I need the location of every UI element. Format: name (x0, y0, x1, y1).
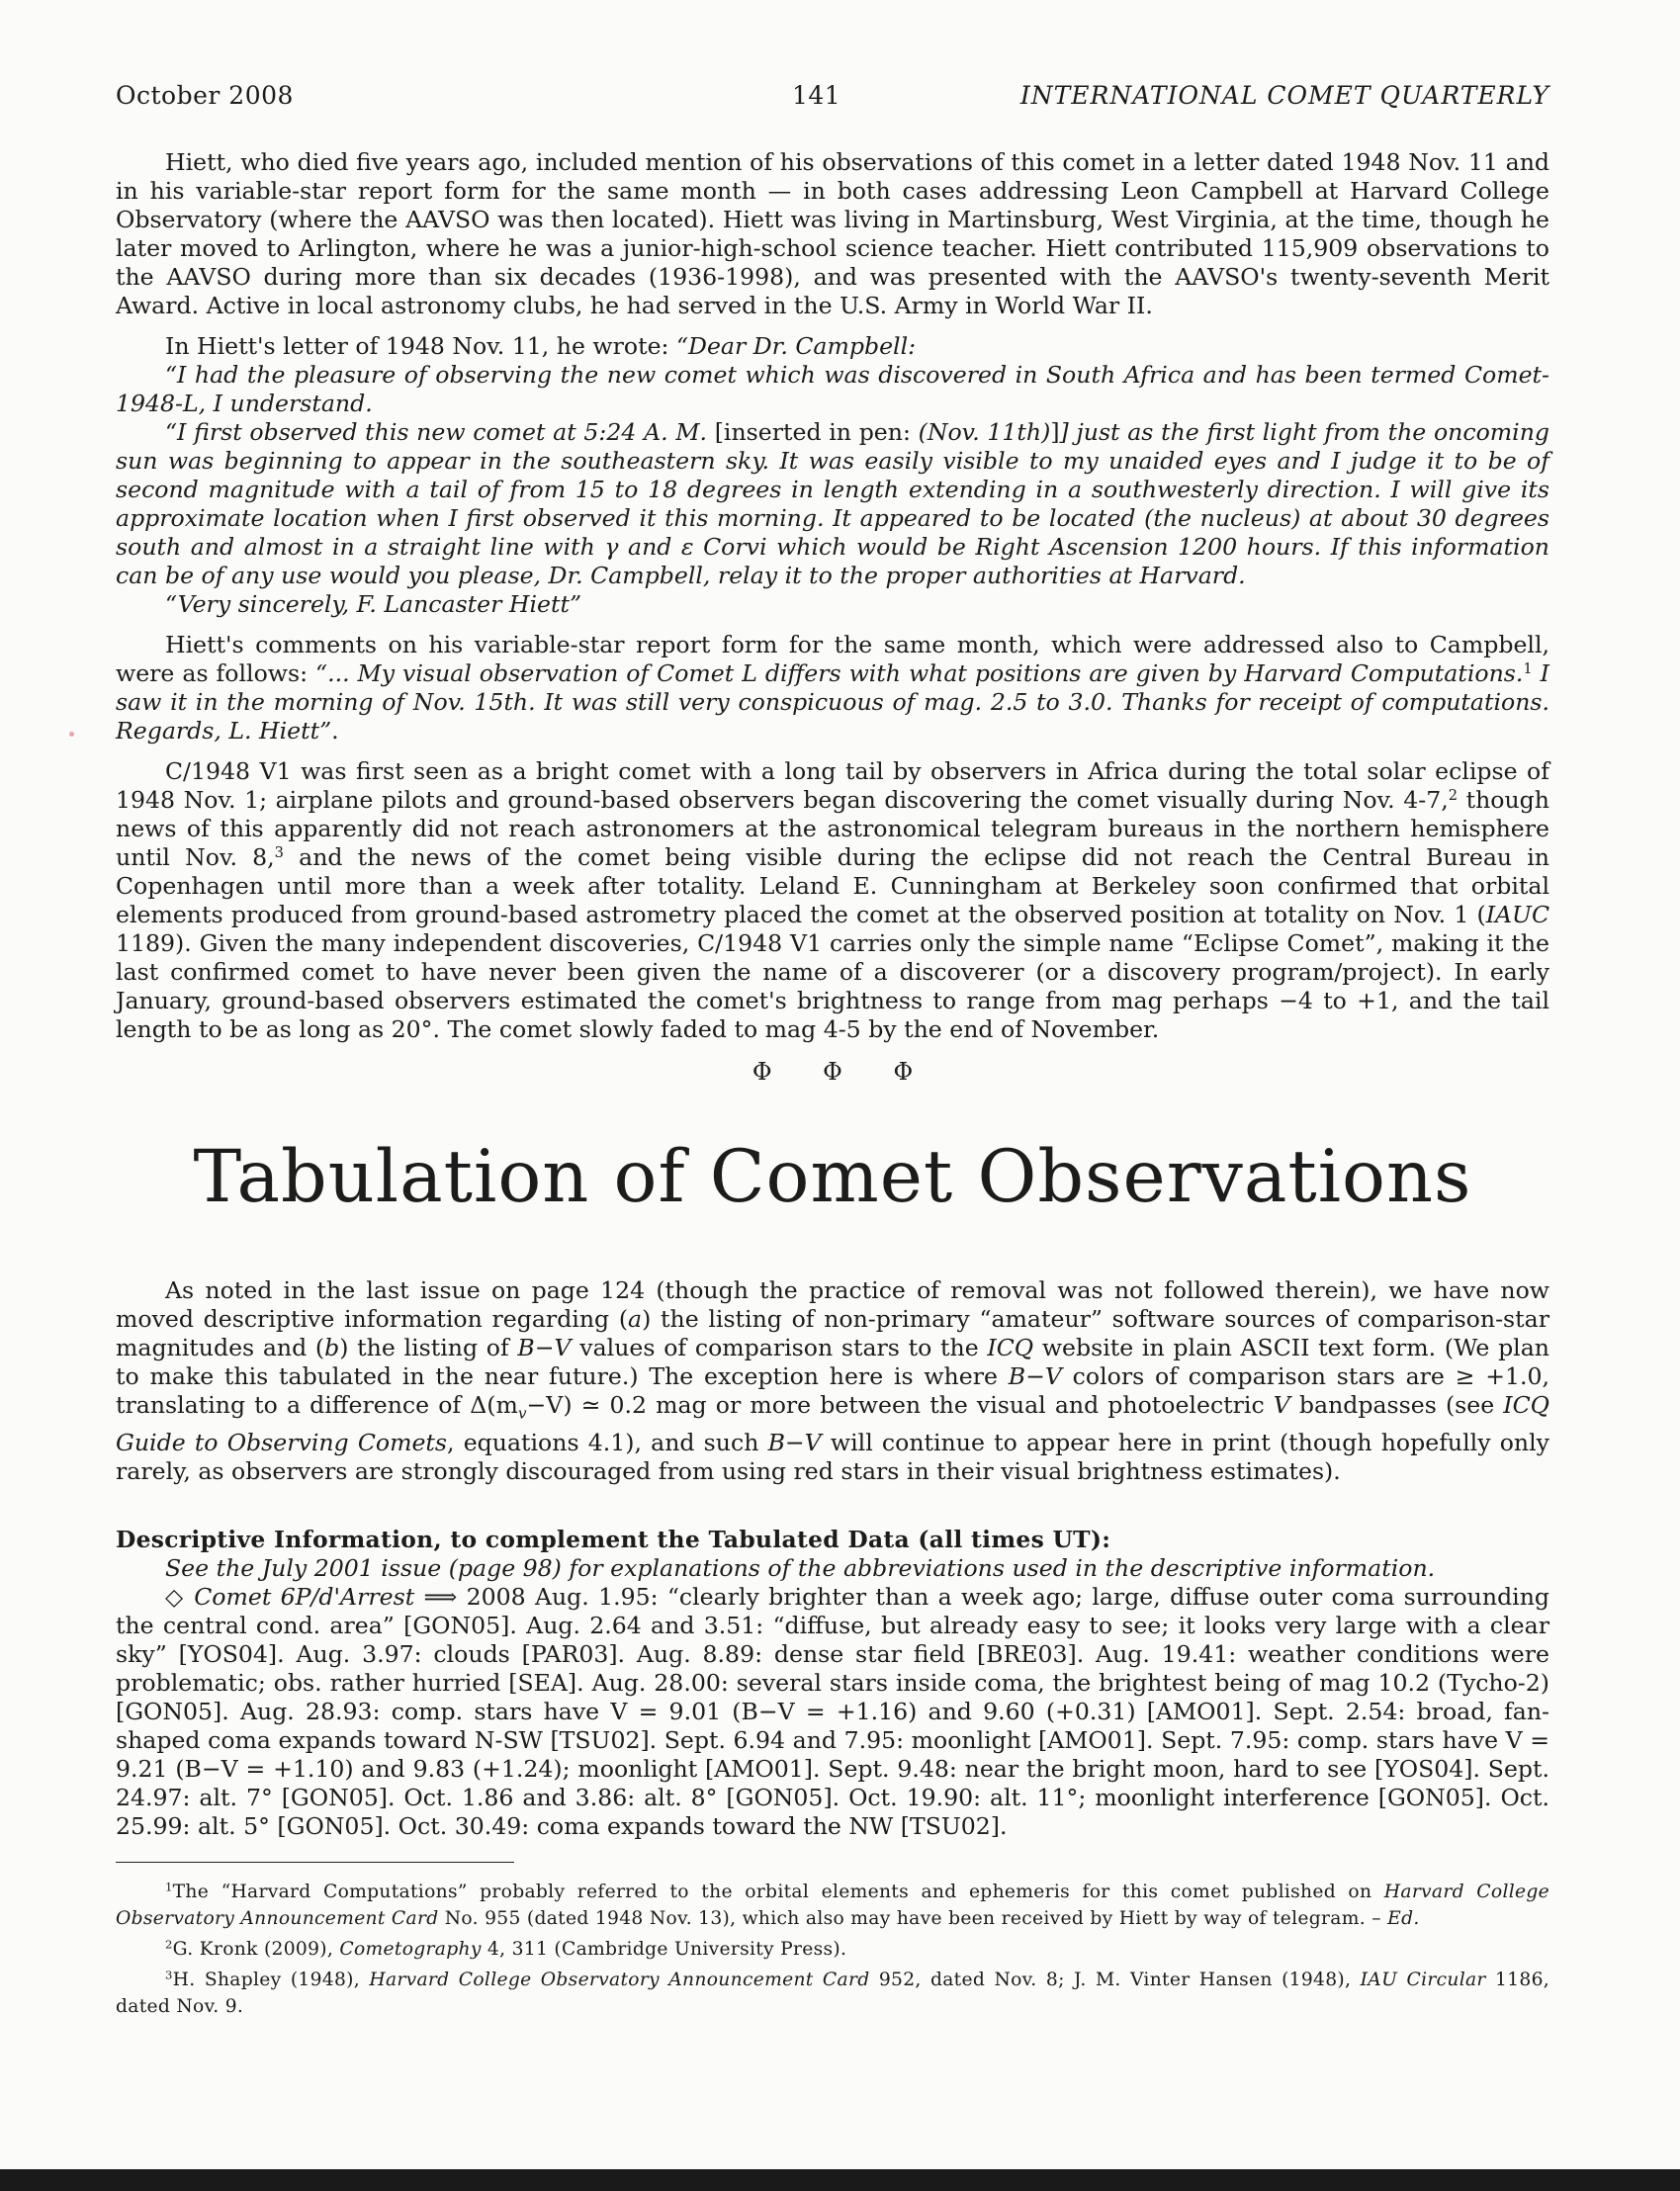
page-number: 141 (792, 81, 841, 110)
quote-paragraph-1: “I had the pleasure of observing the new comet which was discovered in South Africa and has been termed Comet-1948-L, I understand. (116, 361, 1549, 417)
main-text (116, 148, 1549, 1841)
paragraph-letter-intro (116, 332, 1549, 361)
quote-2-start: “I first observed this new comet at 5:24 A. M. (165, 418, 715, 446)
intro-bv-1: B−V (517, 1334, 572, 1361)
report-form-quote-a: “... My visual observation of Comet L differs with what positions are given by Harvard Computations. (315, 659, 1524, 687)
scan-speck (69, 732, 74, 737)
paragraph-tabulation-intro (116, 1276, 1549, 1486)
footnote-text: The “Harvard Computations” probably referred to the orbital elements and ephemeris for this comet published on (172, 1882, 1384, 1902)
footnote-italic: Cometography (339, 1939, 482, 1960)
footnote-italic: Ed. (1387, 1908, 1420, 1929)
footnote-text: No. 955 (dated 1948 Nov. 13), which also may have been received by Hiett by way of telegram. – (438, 1908, 1388, 1929)
footnote-mark: 1 (165, 1880, 173, 1894)
footnote-2 (116, 1936, 1549, 1963)
intro-bv-2: B−V (1008, 1362, 1062, 1390)
intro-bv-3: B−V (767, 1428, 822, 1456)
section-title: Tabulation of Comet Observations (193, 1135, 1472, 1219)
intro-text-a: As noted in the last issue on page 124 (though the practice of removal was not followed therein), we have now moved descriptive information regarding ( (116, 1276, 1549, 1333)
quote-signature: “Very sincerely, F. Lancaster Hiett” (165, 590, 582, 618)
footnote-text: 4, 311 (Cambridge University Press). (481, 1939, 847, 1960)
descriptive-info-heading: Descriptive Information, to complement the Tabulated Data (all times UT): (116, 1525, 1111, 1553)
comet-6p-entry (116, 1583, 1549, 1841)
report-form-quote-b: I saw it in the morning of Nov. 15th. It was still very conspicuous of mag. 2.5 to 3.0. Thanks for receipt of computations. Regards, L. Hiett” (116, 659, 1550, 745)
eclipse-text-d: 1189). Given the many independent discoveries, C/1948 V1 carries only the simple name “Eclipse Comet”, making it the last confirmed comet to have never been given the name of a discoverer (or a discovery program/project). In early January, ground-based observers estimated the comet's brightness to range from mag perhaps −4 to +1, and the tail length to be as long as 20°. The comet slowly faded to mag 4-5 by the end of November. (116, 929, 1549, 1043)
eclipse-text-b: though news of this apparently did not reach astronomers at the astronomical telegram bureaus in the northern hemisphere until Nov. 8, (116, 786, 1549, 871)
intro-letter-a: a (628, 1305, 643, 1333)
pen-insert-note: [inserted in pen: (714, 418, 919, 446)
paragraph-hiett-bio: Hiett, who died five years ago, included mention of his observations of this comet in a letter dated 1948 Nov. 11 and in his variable-star report form for the same month — in both cases addressing Leon Campbell at Harvard College Observatory (where the AAVSO was then located). Hiett was living in Martinsburg, West Virginia, at the time, though he later moved to Arlington, where he was a junior-high-school science teacher. Hiett contributed 115,909 observations to the AAVSO during more than six decades (1936-1998), and was presented with the AAVSO's twenty-seventh Merit Award. Active in local astronomy clubs, he had served in the U.S. Army in World War II. (116, 148, 1549, 319)
scan-edge-bar (0, 2169, 1680, 2191)
footnote-italic: IAU Circular (1360, 1970, 1486, 1990)
journal-title: INTERNATIONAL COMET QUARTERLY (1019, 81, 1549, 110)
intro-text-b: ) the listing of non-primary “amateur” software sources of comparison-star magnitudes and ( (116, 1305, 1549, 1361)
footnote-text: 1186, dated Nov. 9. (116, 1970, 1549, 2017)
eclipse-text-a: C/1948 V1 was first seen as a bright comet with a long tail by observers in Africa during the total solar eclipse of 1948 Nov. 1; airplane pilots and ground-based observers began discovering the comet visually during Nov. 4-7, (116, 757, 1549, 814)
intro-text-e: website in plain ASCII text form. (We plan to make this tabulated in the near future.) The exception here is where (116, 1334, 1549, 1390)
quote-paragraph-2: “I first observed this new comet at 5:24 A. M. [inserted in pen: (Nov. 11th)]] just as the first light from the oncoming sun was beginning to appear in the southeastern sky. It was easily visible to my unaided eyes and I judge it to be of second magnitude with a tail of from 15 to 18 degrees in length extending in a southwesterly direction. I will give its approximate location when I first observed it this morning. It appeared to be located (the nucleus) at about 30 degrees south and almost in a straight line with γ and ε Corvi which would be Right Ascension 1200 hours. If this information can be of any use would you please, Dr. Campbell, relay it to the proper authorities at Harvard. (116, 418, 1550, 589)
report-form-intro: Hiett's comments on his variable-star report form for the same month, which were addressed also to Campbell, were as follows: (116, 631, 1549, 687)
eclipse-text-c: and the news of the comet being visible during the eclipse did not reach the Central Bureau in Copenhagen until more than a week after totality. Leland E. Cunningham at Berkeley soon confirmed that orbital elements produced from ground-based astrometry placed the comet at the observed position at totality on Nov. 1 ( (116, 843, 1549, 928)
footnote-ref-3: 3 (274, 843, 284, 861)
footnote-ref-2: 2 (1448, 786, 1459, 804)
pen-insert-date: (Nov. 11th) (918, 418, 1051, 446)
intro-text-h: bandpasses (see (1289, 1391, 1504, 1419)
intro-text-j: will continue to appear here in print (though hopefully only rarely, as observers are strongly discouraged from using red stars in their visual brightness estimates). (116, 1428, 1549, 1485)
footnote-italic: Harvard College Observatory Announcement Card (116, 1882, 1549, 1929)
intro-text-d: values of comparison stars to the (571, 1334, 988, 1361)
letter-intro-text: In Hiett's letter of 1948 Nov. 11, he wrote: (165, 332, 676, 360)
letter-salutation: “Dear Dr. Campbell: (675, 332, 917, 360)
intro-text-c: ) the listing of (339, 1334, 518, 1361)
intro-v: V (1273, 1391, 1290, 1419)
intro-icq: ICQ (987, 1334, 1034, 1361)
arrow-icon: ⟹ (414, 1582, 467, 1611)
intro-subscript-v: v (517, 1404, 527, 1423)
footnote-text: 952, dated Nov. 8; J. M. Vinter Hansen (1948), (869, 1970, 1361, 1990)
descriptive-info-note: See the July 2001 issue (page 98) for explanations of the abbreviations used in the descriptive information. (165, 1553, 1436, 1582)
intro-text-g: −V) ≃ 0.2 mag or more between the visual and photoelectric (526, 1391, 1274, 1419)
quote-2-rest: ] just as the first light from the oncoming sun was beginning to appear in the southeastern sky. It was easily visible to my unaided eyes and I judge it to be of second magnitude with a tail of from 15 to 18 degrees in length extending in a southwesterly direction. I will give its approximate location when I first observed it this morning. It appeared to be located (the nucleus) at about 30 degrees south and almost in a straight line with γ and ε Corvi which would be Right Ascension 1200 hours. If this information can be of any use would you please, Dr. Campbell, relay it to the proper authorities at Harvard. (116, 418, 1550, 589)
issue-date: October 2008 (116, 81, 294, 110)
intro-letter-b: b (324, 1334, 340, 1361)
footnote-italic: Harvard College Observatory Announcement Card (369, 1970, 870, 1990)
footnote-ref-1: 1 (1523, 659, 1533, 677)
comet-6p-observations: 2008 Aug. 1.95: “clearly brighter than a week ago; large, diffuse outer coma surrounding the central cond. area” [GON05]. Aug. 2.64 and 3.51: “diffuse, but already easy to see; it looks very large with a clear sky” [YOS04]. Aug. 3.97: clouds [PAR03]. Aug. 8.89: dense star field [BRE03]. Aug. 19.41: weather conditions were problematic; obs. rather hurried [SEA]. Aug. 28.00: several stars inside coma, the brightest being of mag 10.2 (Tycho-2) [GON05]. Aug. 28.93: comp. stars have V = 9.01 (B−V = +1.16) and 9.60 (+0.31) [AMO01]. Sept. 2.54: broad, fan-shaped coma expands toward N-SW [TSU02]. Sept. 6.94 and 7.95: moonlight [AMO01]. Sept. 7.95: comp. stars have V = 9.21 (B−V = +1.10) and 9.83 (+1.24); moonlight [AMO01]. Sept. 9.48: near the bright moon, hard to see [YOS04]. Sept. 24.97: alt. 7° [GON05]. Oct. 1.86 and 3.86: alt. 8° [GON05]. Oct. 19.90: alt. 11°; moonlight interference [GON05]. Oct. 25.99: alt. 5° [GON05]. Oct. 30.49: coma expands toward the NW [TSU02]. (116, 1582, 1550, 1840)
footnote-text: G. Kronk (2009), (172, 1939, 340, 1960)
footnote-mark: 3 (165, 1968, 173, 1982)
paragraph-report-form (116, 631, 1549, 745)
iauc-reference: IAUC (1485, 901, 1549, 928)
footnote-divider (116, 1862, 514, 1863)
footnote-text: H. Shapley (1948), (172, 1970, 370, 1990)
footnote-mark: 2 (165, 1937, 173, 1952)
footnote-3 (116, 1967, 1549, 2020)
footnotes (116, 1879, 1549, 2024)
report-form-end: . (331, 717, 339, 745)
comet-designation: ◇ Comet 6P/d'Arrest (165, 1582, 415, 1611)
footnote-1 (116, 1879, 1549, 1932)
section-ornament: Φ Φ Φ (752, 1058, 935, 1086)
paragraph-eclipse-comet (116, 757, 1549, 1044)
intro-text-i: , equations 4.1), and such (447, 1428, 768, 1456)
intro-text-f: colors of comparison stars are ≥ +1.0, translating to a difference of Δ(m (116, 1362, 1549, 1419)
intro-guide-title: ICQ Guide to Observing Comets (116, 1391, 1549, 1456)
